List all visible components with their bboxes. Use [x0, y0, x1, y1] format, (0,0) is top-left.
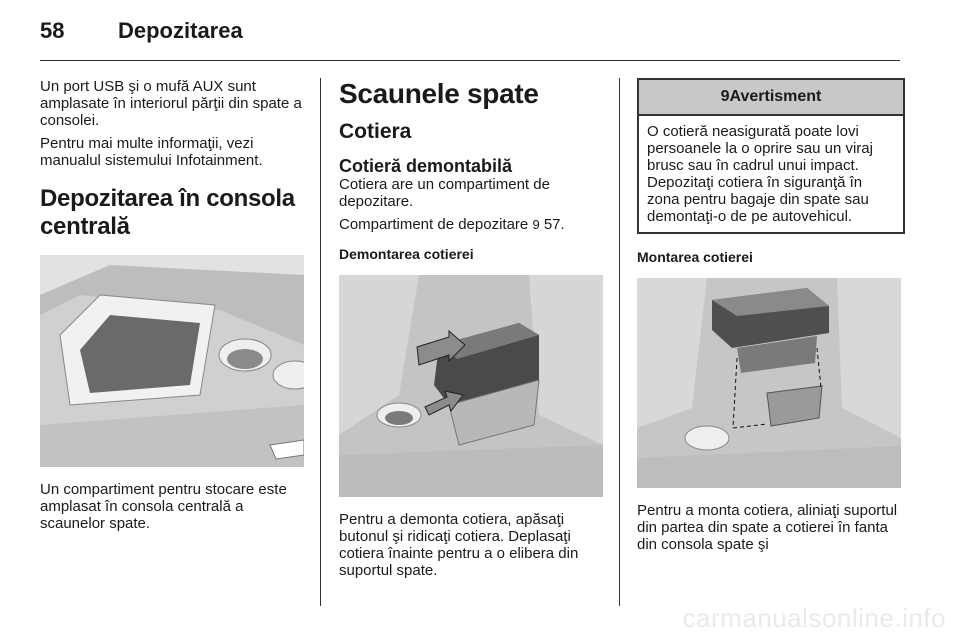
mount-armrest-illustration [637, 278, 901, 488]
page-reference-icon: 9 [532, 217, 540, 232]
warning-title: Avertisment [729, 88, 822, 105]
console-storage-caption: Un compartiment pentru stocare este amplasat în consola centrală a scaunelor spate. [40, 481, 287, 532]
page-header [40, 18, 243, 48]
warning-triangle-icon: 9 [720, 88, 730, 105]
storage-reference-paragraph [339, 216, 607, 233]
console-storage-illustration [40, 255, 304, 467]
usb-aux-paragraph: Un port USB şi o mufă AUX sunt amplasate în interiorul părţii din spate a consolei. [40, 78, 302, 129]
infotainment-paragraph: Pentru mai multe informaţii, vezi manualul sistemului Infotainment. [40, 135, 263, 169]
warning-text: O cotieră neasigurată poate lovi persoanele la o oprire sau un viraj brusc sau în cadrul unui impact. Depozitaţi cotiera în siguranţă în zona pentru bagaje din spate sau demontaţi-o de pe autovehicul. [647, 123, 873, 225]
console-storage-heading: Depozitarea în consola centrală [40, 185, 295, 240]
mount-armrest-heading: Montarea cotierei [637, 249, 753, 265]
column-2 [339, 78, 607, 585]
storage-reference-page: 57. [543, 216, 565, 233]
remove-armrest-heading: Demontarea cotierei [339, 246, 474, 262]
page-number: 58 [40, 18, 65, 43]
rear-seats-heading: Scaunele spate [339, 78, 539, 109]
remove-armrest-illustration [339, 275, 603, 497]
warning-header [639, 80, 903, 116]
watermark: carmanualsonline.info [682, 603, 946, 633]
warning-box [637, 78, 905, 234]
storage-reference-text: Compartiment de depozitare [339, 216, 529, 233]
column-divider-2 [619, 78, 620, 606]
column-divider-1 [320, 78, 321, 606]
remove-armrest-caption: Pentru a demonta cotiera, apăsaţi butonul şi ridicaţi cotiera. Deplasaţi cotiera înainte pentru a o elibera din suportul spate. [339, 511, 579, 579]
column-3 [637, 78, 905, 559]
header-rule [40, 60, 900, 61]
mount-armrest-caption: Pentru a monta cotiera, aliniaţi suportul din partea din spate a cotierei în fanta din consola spate şi [637, 502, 898, 553]
armrest-paragraph: Cotiera are un compartiment de depozitare. [339, 176, 550, 210]
armrest-heading: Cotiera [339, 120, 412, 143]
column-1 [40, 78, 308, 538]
removable-armrest-heading: Cotieră demontabilă [339, 156, 513, 176]
section-title: Depozitarea [118, 18, 243, 43]
